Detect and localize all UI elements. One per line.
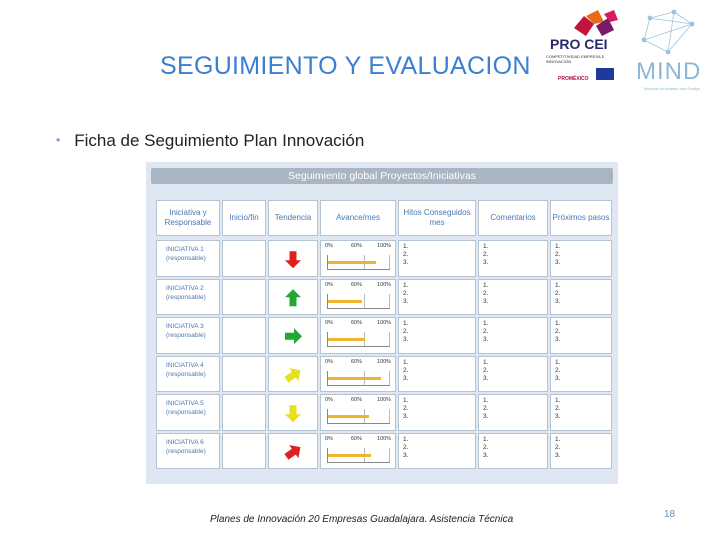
milestones-cell: 1. 2. 3. [398, 317, 476, 354]
trend-arrow-icon [269, 280, 317, 317]
progress-bar [328, 300, 362, 303]
trend-cell [268, 317, 318, 354]
progress-cell [320, 317, 396, 354]
initiative-cell [156, 279, 220, 316]
trend-cell [268, 433, 318, 470]
progress-axis [327, 294, 390, 309]
start-end-cell [222, 317, 266, 354]
milestones-cell: 1. 2. 3. [398, 356, 476, 393]
progress-bar [328, 377, 381, 380]
initiative-cell [156, 240, 220, 277]
next-steps-cell: 1. 2. 3. [550, 240, 612, 277]
progress-tick-label: 0% [325, 243, 333, 249]
progress-tick-label: 60% [351, 397, 363, 403]
progress-bar [328, 415, 369, 418]
initiative-responsible: (responsable) [166, 293, 206, 301]
progress-cell [320, 394, 396, 431]
trend-arrow-icon [269, 318, 317, 355]
next-steps-cell: 1. 2. 3. [550, 279, 612, 316]
initiative-label: INICIATIVA 2 [166, 284, 204, 292]
procei-tagline: COMPETITIVIDAD EMPRESA E INNOVACIÓN [546, 54, 605, 64]
progress-bar [328, 261, 376, 264]
comments-cell: 1. 2. 3. [478, 240, 548, 277]
next-steps-cell: 1. 2. 3. [550, 433, 612, 470]
column-header: Comentarios [478, 200, 548, 236]
progress-tick-label: 100% [377, 358, 392, 365]
milestones-cell: 1. 2. 3. [398, 279, 476, 316]
start-end-cell [222, 394, 266, 431]
next-steps-cell: 1. 2. 3. [550, 394, 612, 431]
initiative-cell [156, 394, 220, 431]
initiative-cell [156, 433, 220, 470]
initiative-cell [156, 317, 220, 354]
start-end-cell [222, 279, 266, 316]
trend-cell [268, 240, 318, 277]
progress-cell [320, 356, 396, 393]
promexico-mark: PROMÉXICO [558, 76, 589, 82]
page-number: 18 [664, 509, 676, 520]
start-end-cell [222, 433, 266, 470]
progress-tick-label: 0% [325, 358, 333, 365]
initiative-cell [156, 356, 220, 393]
start-end-cell [222, 356, 266, 393]
milestones-cell: 1. 2. 3. [398, 394, 476, 431]
initiative-responsible: (responsable) [166, 255, 206, 262]
start-end-cell [222, 240, 266, 277]
initiative-label: INICIATIVA 1 [166, 246, 204, 253]
bullet-icon: • [56, 133, 61, 147]
initiative-label: INICIATIVA 6 [166, 438, 204, 446]
bullet-point [56, 131, 364, 151]
bullet-text: Ficha de Seguimiento Plan Innovación [74, 131, 365, 150]
column-header: Inicio/fin [222, 200, 266, 236]
trend-arrow-icon [269, 395, 317, 432]
column-header: Iniciativa y Responsable [156, 200, 220, 236]
progress-axis [327, 332, 390, 347]
progress-tick-label: 100% [377, 320, 392, 326]
progress-tick-label: 100% [377, 281, 392, 288]
initiative-responsible: (responsable) [166, 409, 206, 416]
progress-tick-label: 0% [325, 320, 333, 326]
trend-arrow-icon [269, 357, 317, 394]
trend-arrow-icon [269, 241, 317, 278]
progress-tick-label: 60% [351, 358, 363, 365]
progress-tick-label: 0% [325, 435, 333, 442]
mind-wordmark: MIND [636, 58, 702, 85]
next-steps-cell: 1. 2. 3. [550, 317, 612, 354]
eu-flag-icon [596, 68, 614, 80]
comments-cell: 1. 2. 3. [478, 433, 548, 470]
column-header: Avance/mes [320, 200, 396, 236]
milestones-cell: 1. 2. 3. [398, 240, 476, 277]
progress-axis [327, 409, 390, 424]
progress-tick-label: 100% [377, 397, 392, 403]
network-icon [630, 8, 716, 62]
initiative-responsible: (responsable) [166, 447, 206, 455]
progress-bar [328, 338, 365, 341]
trend-cell [268, 279, 318, 316]
progress-cell [320, 279, 396, 316]
initiative-responsible: (responsable) [166, 370, 206, 378]
progress-cell [320, 240, 396, 277]
progress-cell [320, 433, 396, 470]
progress-tick-label: 60% [351, 281, 363, 288]
trend-cell [268, 356, 318, 393]
comments-cell: 1. 2. 3. [478, 279, 548, 316]
table-title: Seguimiento global Proyectos/Iniciativas [151, 168, 613, 184]
progress-tick-label: 60% [351, 243, 363, 249]
initiative-responsible: (responsable) [166, 332, 206, 339]
progress-tick-label: 0% [325, 281, 333, 288]
progress-tick-label: 60% [351, 320, 363, 326]
progress-tick-label: 100% [377, 435, 392, 442]
progress-tick-label: 100% [377, 243, 392, 249]
column-header: Próximos pasos [550, 200, 612, 236]
comments-cell: 1. 2. 3. [478, 394, 548, 431]
progress-axis [327, 371, 390, 386]
progress-axis [327, 448, 390, 463]
column-header: Hitos Conseguidos mes [398, 200, 476, 236]
column-header: Tendencia [268, 200, 318, 236]
comments-cell: 1. 2. 3. [478, 317, 548, 354]
initiative-label: INICIATIVA 3 [166, 323, 204, 330]
next-steps-cell: 1. 2. 3. [550, 356, 612, 393]
initiative-label: INICIATIVA 5 [166, 400, 204, 407]
initiative-label: INICIATIVA 4 [166, 361, 204, 369]
footer-text: Planes de Innovación 20 Empresas Guadalajara. Asistencia Técnica [210, 514, 514, 525]
trend-arrow-icon [269, 434, 317, 471]
mind-logo [630, 8, 716, 92]
progress-axis [327, 255, 390, 270]
progress-tick-label: 60% [351, 435, 363, 442]
procei-wordmark: PRO CEI [550, 36, 608, 52]
slide-title: SEGUIMIENTO Y EVALUACION [160, 52, 531, 80]
progress-bar [328, 454, 371, 457]
progress-tick-label: 0% [325, 397, 333, 403]
trend-cell [268, 394, 318, 431]
milestones-cell: 1. 2. 3. [398, 433, 476, 470]
procei-logo [546, 10, 618, 82]
mind-tagline: Mexican Innovation and Design [644, 86, 700, 91]
tracking-table [146, 162, 618, 484]
comments-cell: 1. 2. 3. [478, 356, 548, 393]
